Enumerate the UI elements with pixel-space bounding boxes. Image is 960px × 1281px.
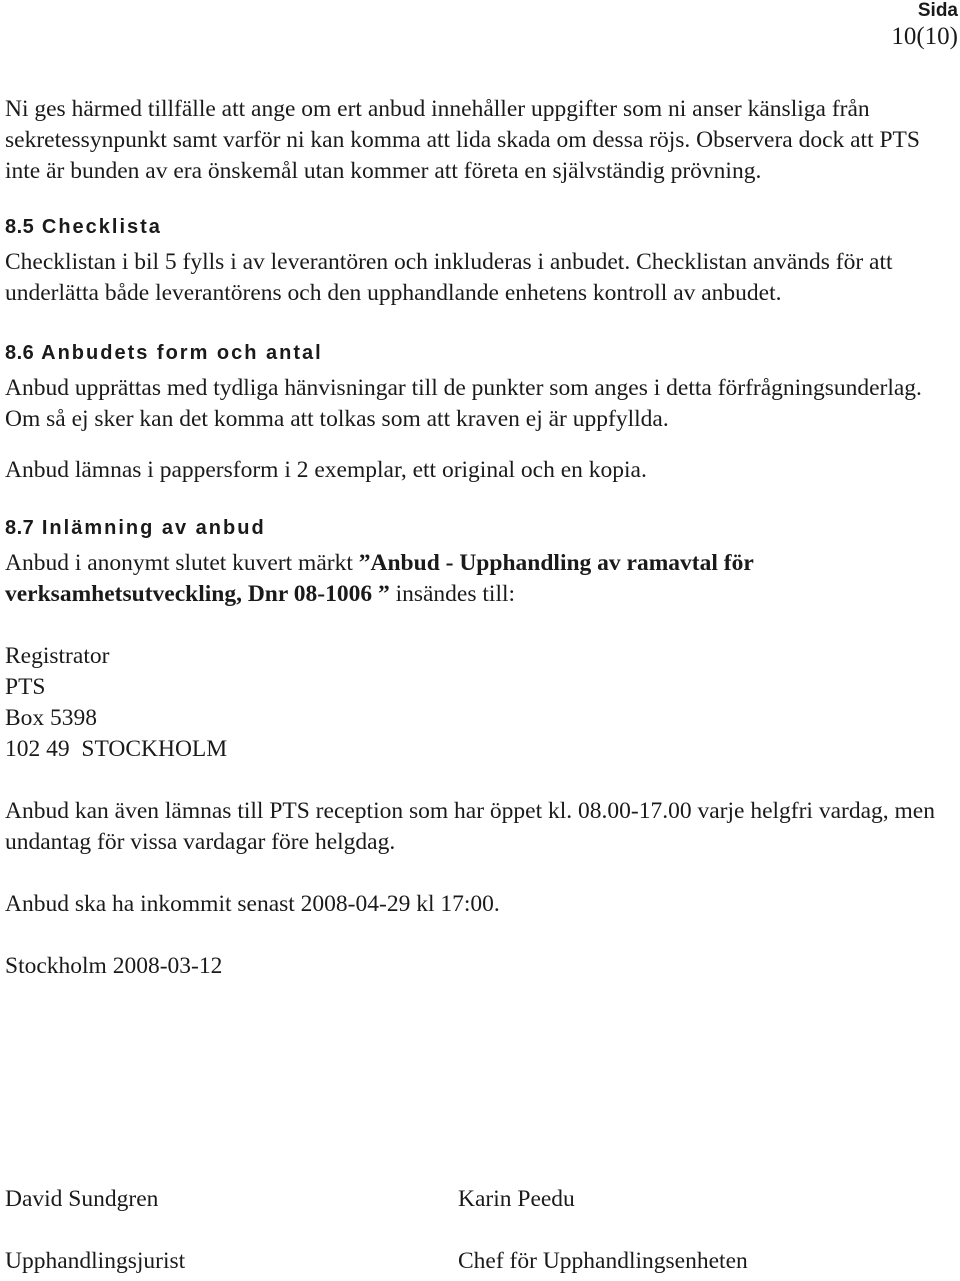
section-title: Anbudets form och antal <box>41 342 323 364</box>
section-title: Checklista <box>41 216 162 238</box>
section-heading-8-5 <box>5 215 945 239</box>
place-date: Stockholm 2008-03-12 <box>5 953 223 979</box>
address-line: Registrator <box>5 643 110 669</box>
signatory-left <box>5 1184 185 1277</box>
section-8-6-paragraph-2: Anbud lämnas i pappersform i 2 exemplar, ett original och en kopia. <box>5 457 647 483</box>
section-8-7-paragraph <box>5 548 945 610</box>
signatory-name: Karin Peedu <box>458 1186 575 1212</box>
address-line: Box 5398 <box>5 705 98 731</box>
address-line: 102 49 STOCKHOLM <box>5 736 228 762</box>
signatory-name: David Sundgren <box>5 1186 159 1212</box>
signatory-title: Chef för Upphandlingsenheten <box>458 1248 748 1274</box>
page-number: 10(10) <box>891 23 958 50</box>
envelope-marking: ”Anbud - Upphandling av ramavtal för verksamhetsutveckling, Dnr 08-1006 ” <box>5 550 754 607</box>
section-number: 8.7 <box>5 517 35 539</box>
document-body <box>5 94 945 982</box>
signatory-title: Upphandlingsjurist <box>5 1248 186 1274</box>
page-header <box>891 0 958 52</box>
section-number: 8.6 <box>5 342 35 364</box>
postal-address <box>5 641 945 765</box>
page-label: Sida <box>917 0 958 21</box>
intro-paragraph: Ni ges härmed tillfälle att ange om ert anbud innehåller uppgifter som ni anser känsliga från sekretessynpunkt samt varför ni kan komma att lida skada om dessa röjs. Observera dock att PTS inte är bunden av era önskemål utan kommer att företa en självständig prövning. <box>5 96 920 184</box>
text-before: Anbud i anonymt slutet kuvert märkt <box>5 550 359 576</box>
section-title: Inlämning av anbud <box>41 517 266 539</box>
section-heading-8-7 <box>5 516 945 540</box>
address-line: PTS <box>5 674 46 700</box>
text-after: insändes till: <box>389 581 516 607</box>
section-number: 8.5 <box>5 216 35 238</box>
section-8-5-paragraph: Checklistan i bil 5 fylls i av leverantören och inkluderas i anbudet. Checklistan används för att underlätta både leverantörens och den upphandlande enhetens kontroll av anbudet. <box>5 249 893 306</box>
signatory-right <box>458 1184 748 1277</box>
section-heading-8-6 <box>5 341 945 365</box>
reception-paragraph: Anbud kan även lämnas till PTS reception som har öppet kl. 08.00-17.00 varje helgfri vardag, men undantag för vissa vardagar före helgdag. <box>5 798 935 855</box>
section-8-6-paragraph-1: Anbud upprättas med tydliga hänvisningar till de punkter som anges i detta förfrågningsunderlag. Om så ej sker kan det komma att tolkas som att kraven ej är uppfyllda. <box>5 375 922 432</box>
deadline-paragraph: Anbud ska ha inkommit senast 2008-04-29 kl 17:00. <box>5 891 500 917</box>
